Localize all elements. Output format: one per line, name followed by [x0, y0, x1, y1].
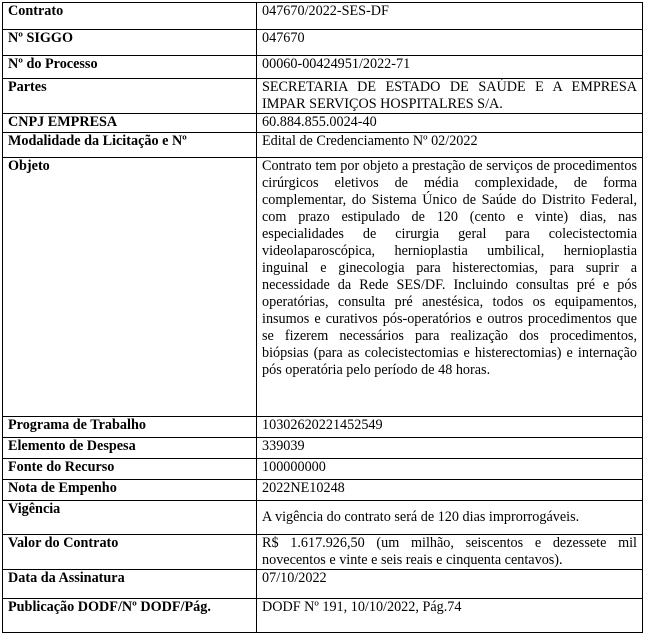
table-row [3, 599, 643, 633]
row-label-fonte: Fonte do Recurso [3, 459, 257, 480]
table-row [3, 158, 643, 417]
row-label-objeto: Objeto [3, 158, 257, 417]
row-value-empenho: 2022NE10248 [257, 480, 643, 501]
row-value-siggo: 047670 [257, 30, 643, 56]
row-label-processo: Nº do Processo [3, 56, 257, 79]
row-label-modalidade: Modalidade da Licitação e Nº [3, 133, 257, 158]
table-row [3, 535, 643, 570]
row-value-modalidade: Edital de Credenciamento Nº 02/2022 [257, 133, 643, 158]
table-row [3, 501, 643, 535]
row-value-processo: 00060-00424951/2022-71 [257, 56, 643, 79]
table-row [3, 480, 643, 501]
table-row [3, 3, 643, 30]
row-value-assinatura: 07/10/2022 [257, 570, 643, 599]
table-row [3, 30, 643, 56]
table-row [3, 79, 643, 114]
table-row [3, 570, 643, 599]
row-label-publicacao: Publicação DODF/Nº DODF/Pág. [3, 599, 257, 633]
row-label-empenho: Nota de Empenho [3, 480, 257, 501]
table-row [3, 133, 643, 158]
row-label-valor: Valor do Contrato [3, 535, 257, 570]
row-label-programa: Programa de Trabalho [3, 417, 257, 438]
row-label-assinatura: Data da Assinatura [3, 570, 257, 599]
row-label-siggo: Nº SIGGO [3, 30, 257, 56]
table-row [3, 417, 643, 438]
row-value-contrato: 047670/2022-SES-DF [257, 3, 643, 30]
row-value-cnpj: 60.884.855.0024-40 [257, 114, 643, 133]
row-label-partes: Partes [3, 79, 257, 114]
contract-summary-table [2, 2, 643, 633]
row-value-vigencia: A vigência do contrato será de 120 dias improrrogáveis. [257, 501, 643, 535]
row-label-vigencia: Vigência [3, 501, 257, 535]
table-row [3, 459, 643, 480]
row-value-programa: 10302620221452549 [257, 417, 643, 438]
row-value-objeto: Contrato tem por objeto a prestação de serviços de procedimentos cirúrgicos eletivos de média complexidade, de forma complementar, do Sistema Único de Saúde do Distrito Federal, com prazo estipulado de 120 (cento e vinte) dias, nas especialidades de cirurgia geral para colecistectomia videolaparoscópica, hernioplastia umbilical, hernioplastia inguinal e ginecologia para histerectomias, para suprir a necessidade da Rede SES/DF. Incluindo consultas pré e pós operatórias, consulta pré anestésica, todos os equipamentos, insumos e curativos pós-operatórios e outros procedimentos que se fizerem necessários para realização dos procedimentos, biópsias (para as colecistectomias e histerectomias) e internação pós operatória pelo período de 48 horas. [257, 158, 643, 417]
row-value-fonte: 100000000 [257, 459, 643, 480]
row-label-elemento: Elemento de Despesa [3, 438, 257, 459]
row-value-publicacao: DODF Nº 191, 10/10/2022, Pág.74 [257, 599, 643, 633]
row-label-cnpj: CNPJ EMPRESA [3, 114, 257, 133]
row-value-elemento: 339039 [257, 438, 643, 459]
table-row [3, 114, 643, 133]
row-label-contrato: Contrato [3, 3, 257, 30]
table-row [3, 438, 643, 459]
table-row [3, 56, 643, 79]
row-value-valor: R$ 1.617.926,50 (um milhão, seiscentos e dezessete mil novecentos e vinte e seis reais e cinquenta centavos). [257, 535, 643, 570]
row-value-partes: SECRETARIA DE ESTADO DE SAÚDE E A EMPRESA IMPAR SERVIÇOS HOSPITALRES S/A. [257, 79, 643, 114]
